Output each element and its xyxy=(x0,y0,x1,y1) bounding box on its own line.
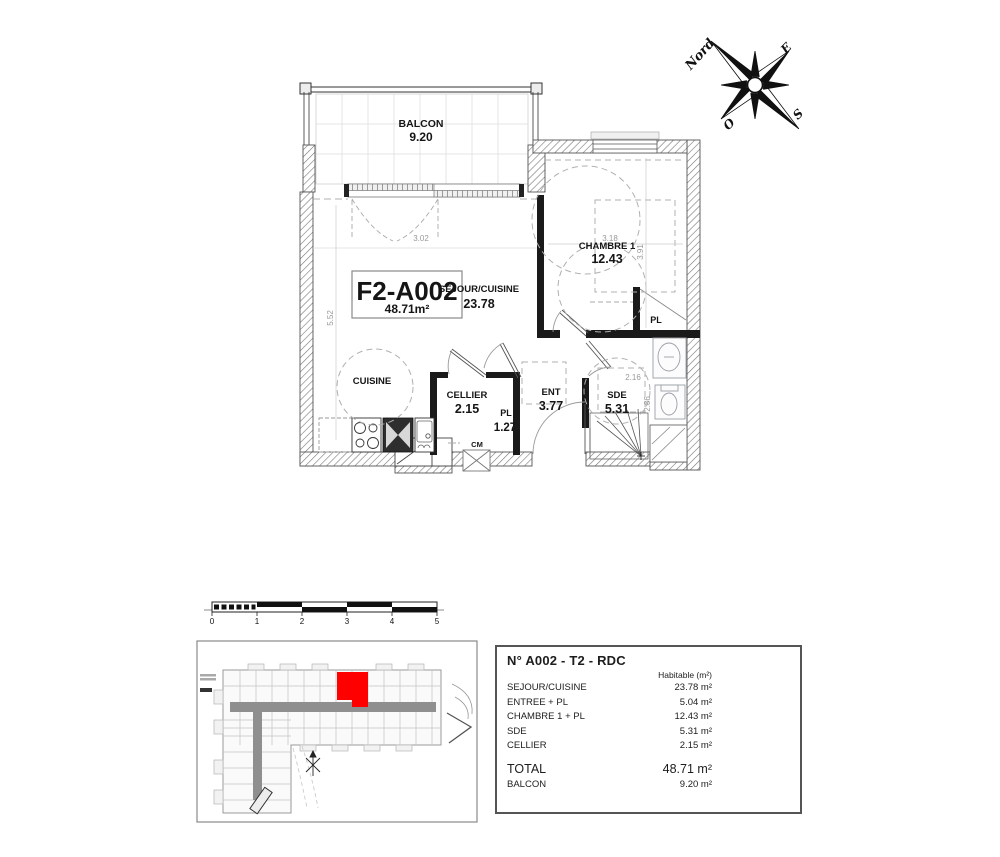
balcon-room-area: 9.20 xyxy=(409,130,433,144)
cellier-room-area: 2.15 xyxy=(454,402,480,416)
dim-sde-height: 2.86 xyxy=(643,396,652,412)
row-value: 2.15 m² xyxy=(679,740,712,751)
oven-icon xyxy=(383,418,413,452)
table-title: N° A002 - T2 - RDC xyxy=(507,653,626,668)
row-value: 5.31 m² xyxy=(679,725,712,737)
unit-area: 48.71m² xyxy=(384,302,430,316)
table-row xyxy=(507,711,800,726)
table-total-row xyxy=(507,762,800,779)
row-value: 5.04 m² xyxy=(679,696,712,708)
balcon-room-label: BALCON xyxy=(398,118,444,130)
total-value: 48.71 m² xyxy=(662,761,712,776)
chambre-window xyxy=(591,132,659,153)
table-row xyxy=(507,682,800,697)
compass-rose xyxy=(677,7,833,163)
corridor-vertical xyxy=(253,712,262,800)
row-label: ENTREE + PL xyxy=(507,696,568,708)
ent-room-area: 3.77 xyxy=(538,399,564,413)
scale-tick-0: 0 xyxy=(209,617,215,626)
dim-bay-width: 3.02 xyxy=(413,234,429,243)
pl-chambre-label: PL xyxy=(650,315,662,325)
cm-label: CM xyxy=(471,440,483,449)
cuisine-room-label: CUISINE xyxy=(352,376,392,387)
pl-room-area: 1.27 xyxy=(493,422,517,434)
scale-tick-5: 5 xyxy=(434,617,440,626)
sink-icon xyxy=(415,418,434,452)
unit-code: F2-A002 xyxy=(356,276,458,306)
counter-dashed xyxy=(319,418,352,452)
chambre-room-area: 12.43 xyxy=(591,252,623,266)
area-table xyxy=(495,645,802,814)
stove-icon xyxy=(352,418,381,452)
row-value: 23.78 m² xyxy=(674,682,712,693)
table-row xyxy=(507,697,800,712)
total-label: TOTAL xyxy=(507,761,547,776)
scale-tick-4: 4 xyxy=(389,617,395,626)
sde-room-label: SDE xyxy=(607,390,627,401)
compass-north-label: Nord xyxy=(682,36,719,74)
table-row xyxy=(507,740,800,755)
dim-chambre-height: 3.91 xyxy=(636,244,645,260)
washbasin-icon xyxy=(653,338,686,378)
row-label: CELLIER xyxy=(507,740,547,751)
bay-sliding-door xyxy=(313,184,537,199)
sde-room-area: 5.31 xyxy=(604,402,630,416)
scale-tick-3: 3 xyxy=(344,617,350,626)
ent-room-label: ENT xyxy=(541,387,561,398)
table-column-header: Habitable (m²) xyxy=(658,670,712,680)
compass-west-label: O xyxy=(720,115,738,133)
row-label: SEJOUR/CUISINE xyxy=(507,682,587,693)
sejour-room-label: SEJOUR/CUISINE xyxy=(438,284,520,295)
table-header-row xyxy=(507,670,800,682)
corner-niche xyxy=(650,425,687,462)
balcony xyxy=(300,83,542,184)
row-label: CHAMBRE 1 + PL xyxy=(507,711,585,722)
balcon-label: BALCON xyxy=(507,778,547,790)
row-label: SDE xyxy=(507,725,527,737)
cellier-room-label: CELLIER xyxy=(446,390,488,401)
scale-tick-1: 1 xyxy=(254,617,260,626)
chambre-room-label: CHAMBRE 1 xyxy=(578,241,636,252)
compass-south-label: S xyxy=(790,106,807,123)
row-value: 12.43 m² xyxy=(674,711,712,722)
pl-room-label: PL xyxy=(500,408,512,418)
dim-chambre-width: 3.18 xyxy=(602,234,618,243)
sejour-room-area: 23.78 xyxy=(463,297,495,311)
compass-east-label: E xyxy=(777,39,795,57)
table-row xyxy=(507,726,800,741)
dim-sejour-height: 5.52 xyxy=(326,310,335,326)
balcon-value: 9.20 m² xyxy=(679,778,712,790)
scale-tick-2: 2 xyxy=(299,617,305,626)
dim-sde-width: 2.16 xyxy=(625,373,641,382)
toilet-icon xyxy=(655,385,685,419)
scale-bar xyxy=(204,602,444,626)
table-balcon-row xyxy=(507,779,800,794)
site-plan xyxy=(197,641,477,822)
corridor-horizontal xyxy=(230,702,436,712)
